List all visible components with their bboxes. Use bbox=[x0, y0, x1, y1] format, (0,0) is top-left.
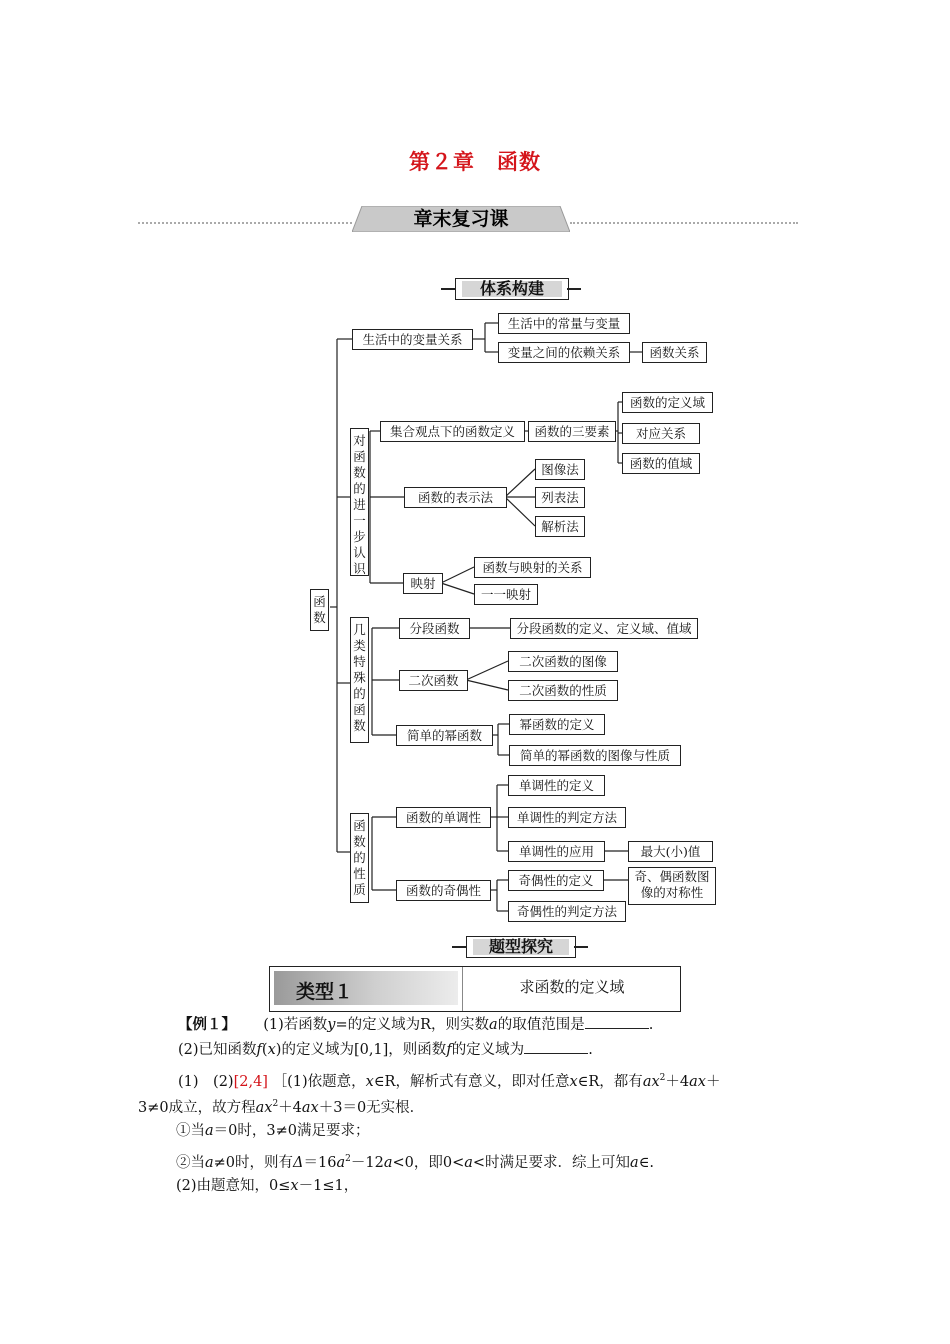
node-parity-symmetry: 奇、偶函数图像的对称性 bbox=[628, 867, 716, 905]
branch-special-functions: 几类特殊的函数 bbox=[350, 617, 369, 743]
text: ＋4 bbox=[665, 1073, 690, 1090]
node-analytic-method: 解析法 bbox=[535, 516, 585, 537]
text: －1≤1， bbox=[298, 1178, 359, 1194]
text: 的定义域为 bbox=[451, 1042, 525, 1058]
node-power-function: 简单的幂函数 bbox=[396, 725, 493, 746]
text: a bbox=[336, 1154, 346, 1171]
text: ＋3＝0无实根． bbox=[318, 1099, 425, 1116]
text: (1)若函数 bbox=[263, 1017, 328, 1033]
text: y bbox=[327, 1017, 336, 1033]
branch-further-understanding: 对函数的进一步认识 bbox=[350, 428, 369, 576]
text: ①当 bbox=[176, 1123, 205, 1139]
node-quadratic-graph: 二次函数的图像 bbox=[508, 651, 618, 672]
tag-rule-right-2 bbox=[574, 946, 588, 948]
text: ②当 bbox=[176, 1154, 205, 1171]
node-mapping: 映射 bbox=[403, 573, 443, 594]
text: . bbox=[648, 1017, 654, 1033]
text: )的定义域为[0,1]，则函数 bbox=[275, 1042, 447, 1058]
node-piecewise-details: 分段函数的定义、定义域、值域 bbox=[510, 618, 698, 639]
text: 3≠0成立，故方程 bbox=[138, 1099, 256, 1116]
node-power-definition: 幂函数的定义 bbox=[509, 714, 605, 735]
text: ≠0时，则有 bbox=[213, 1154, 294, 1171]
answer-blank-1 bbox=[585, 1014, 649, 1029]
example-line-2 bbox=[178, 1039, 593, 1060]
review-title: 章末复习课 bbox=[413, 208, 509, 230]
node-monotonicity-test: 单调性的判定方法 bbox=[508, 807, 626, 828]
text: a bbox=[464, 1154, 473, 1171]
text: f bbox=[446, 1042, 452, 1058]
solution-line-1 bbox=[178, 1068, 720, 1092]
node-correspondence: 对应关系 bbox=[622, 423, 700, 444]
text: <0，即0< bbox=[392, 1154, 465, 1171]
node-power-graph-properties: 简单的幂函数的图像与性质 bbox=[509, 745, 681, 766]
text: ∈R，解析式有意义，即对任意 bbox=[373, 1073, 570, 1090]
text: 2 bbox=[659, 1073, 666, 1083]
text: (2)已知函数 bbox=[178, 1042, 257, 1058]
text: 的取值范围是 bbox=[497, 1017, 585, 1033]
section-types-tag bbox=[466, 936, 576, 958]
solution-line-3 bbox=[176, 1121, 369, 1141]
node-one-to-one: 一一映射 bbox=[474, 584, 538, 605]
tree-root: 函数 bbox=[310, 589, 329, 631]
node-max-min: 最大(小)值 bbox=[628, 841, 713, 862]
solution-line-5 bbox=[176, 1176, 358, 1196]
node-monotonicity-definition: 单调性的定义 bbox=[508, 775, 605, 796]
node-parity-test: 奇偶性的判定方法 bbox=[508, 901, 626, 922]
text: x bbox=[267, 1042, 276, 1058]
text: ［(1)依题意， bbox=[272, 1073, 366, 1090]
text: x bbox=[290, 1178, 299, 1194]
node-three-elements: 函数的三要素 bbox=[528, 421, 616, 442]
node-graph-method: 图像法 bbox=[535, 459, 585, 480]
node-quadratic-properties: 二次函数的性质 bbox=[508, 680, 618, 701]
chapter-title: 第２章 函数 bbox=[409, 150, 541, 174]
solution-line-4 bbox=[176, 1149, 654, 1173]
node-function-relation: 函数关系 bbox=[642, 342, 707, 363]
node-monotonicity: 函数的单调性 bbox=[396, 807, 491, 828]
text: －12 bbox=[350, 1154, 384, 1171]
type-label: 类型１ bbox=[296, 981, 354, 1003]
node-monotonicity-application: 单调性的应用 bbox=[508, 841, 605, 862]
type-box bbox=[269, 966, 681, 1012]
node-constants-variables: 生活中的常量与变量 bbox=[498, 313, 630, 334]
node-parity: 函数的奇偶性 bbox=[396, 880, 491, 901]
node-variable-dependency: 变量之间的依赖关系 bbox=[498, 342, 630, 363]
solution-line-2 bbox=[138, 1094, 424, 1118]
text: 2 bbox=[345, 1154, 351, 1164]
text: 2 bbox=[272, 1099, 279, 1109]
text: (1) (2) bbox=[178, 1073, 234, 1090]
text: (2)由题意知，0≤ bbox=[176, 1178, 291, 1194]
example-head: 【例１】 bbox=[178, 1016, 236, 1033]
text: a bbox=[205, 1123, 214, 1139]
text: ax bbox=[255, 1099, 273, 1116]
text: x bbox=[365, 1073, 374, 1090]
text: ax bbox=[301, 1099, 319, 1116]
node-parity-definition: 奇偶性的定义 bbox=[508, 870, 604, 891]
node-set-definition: 集合观点下的函数定义 bbox=[380, 421, 525, 442]
answer-blank-2 bbox=[524, 1039, 588, 1054]
section-system-title: 体系构建 bbox=[462, 281, 562, 297]
text: ＝16 bbox=[303, 1154, 337, 1171]
text: a bbox=[205, 1154, 214, 1171]
node-function-mapping-relation: 函数与映射的关系 bbox=[474, 557, 591, 578]
example-line-1 bbox=[178, 1014, 653, 1035]
text: Δ bbox=[293, 1154, 304, 1171]
branch-variable-relations: 生活中的变量关系 bbox=[352, 329, 473, 350]
text: =的定义域为R，则实数 bbox=[335, 1017, 490, 1033]
node-piecewise: 分段函数 bbox=[399, 618, 470, 639]
type-label-band bbox=[274, 971, 458, 1005]
branch-function-properties: 函数的性质 bbox=[350, 813, 369, 903]
text: ax bbox=[642, 1073, 660, 1090]
text: ( bbox=[261, 1042, 268, 1058]
node-quadratic: 二次函数 bbox=[399, 670, 468, 691]
text: ＋ bbox=[705, 1073, 721, 1090]
text: ＝0时，3≠0满足要求； bbox=[213, 1123, 370, 1139]
node-representation: 函数的表示法 bbox=[404, 487, 507, 508]
text: a bbox=[489, 1017, 498, 1033]
node-domain: 函数的定义域 bbox=[622, 392, 713, 413]
node-range: 函数的值域 bbox=[622, 453, 700, 474]
text: ＋4 bbox=[278, 1099, 302, 1116]
text: x bbox=[569, 1073, 578, 1090]
text: f bbox=[256, 1042, 262, 1058]
text: ax bbox=[689, 1073, 706, 1090]
text: ∈. bbox=[638, 1154, 655, 1171]
node-table-method: 列表法 bbox=[535, 487, 585, 508]
type-title: 求函数的定义域 bbox=[462, 967, 681, 1011]
text: a bbox=[383, 1154, 393, 1171]
section-types-title: 题型探究 bbox=[473, 939, 569, 955]
answer-red: [2,4] bbox=[233, 1073, 268, 1090]
text: <时满足要求．综上可知 bbox=[472, 1154, 631, 1171]
text: . bbox=[588, 1042, 593, 1058]
tag-rule-left-2 bbox=[452, 946, 466, 948]
text: a bbox=[630, 1154, 639, 1171]
text: ∈R，都有 bbox=[577, 1073, 643, 1090]
